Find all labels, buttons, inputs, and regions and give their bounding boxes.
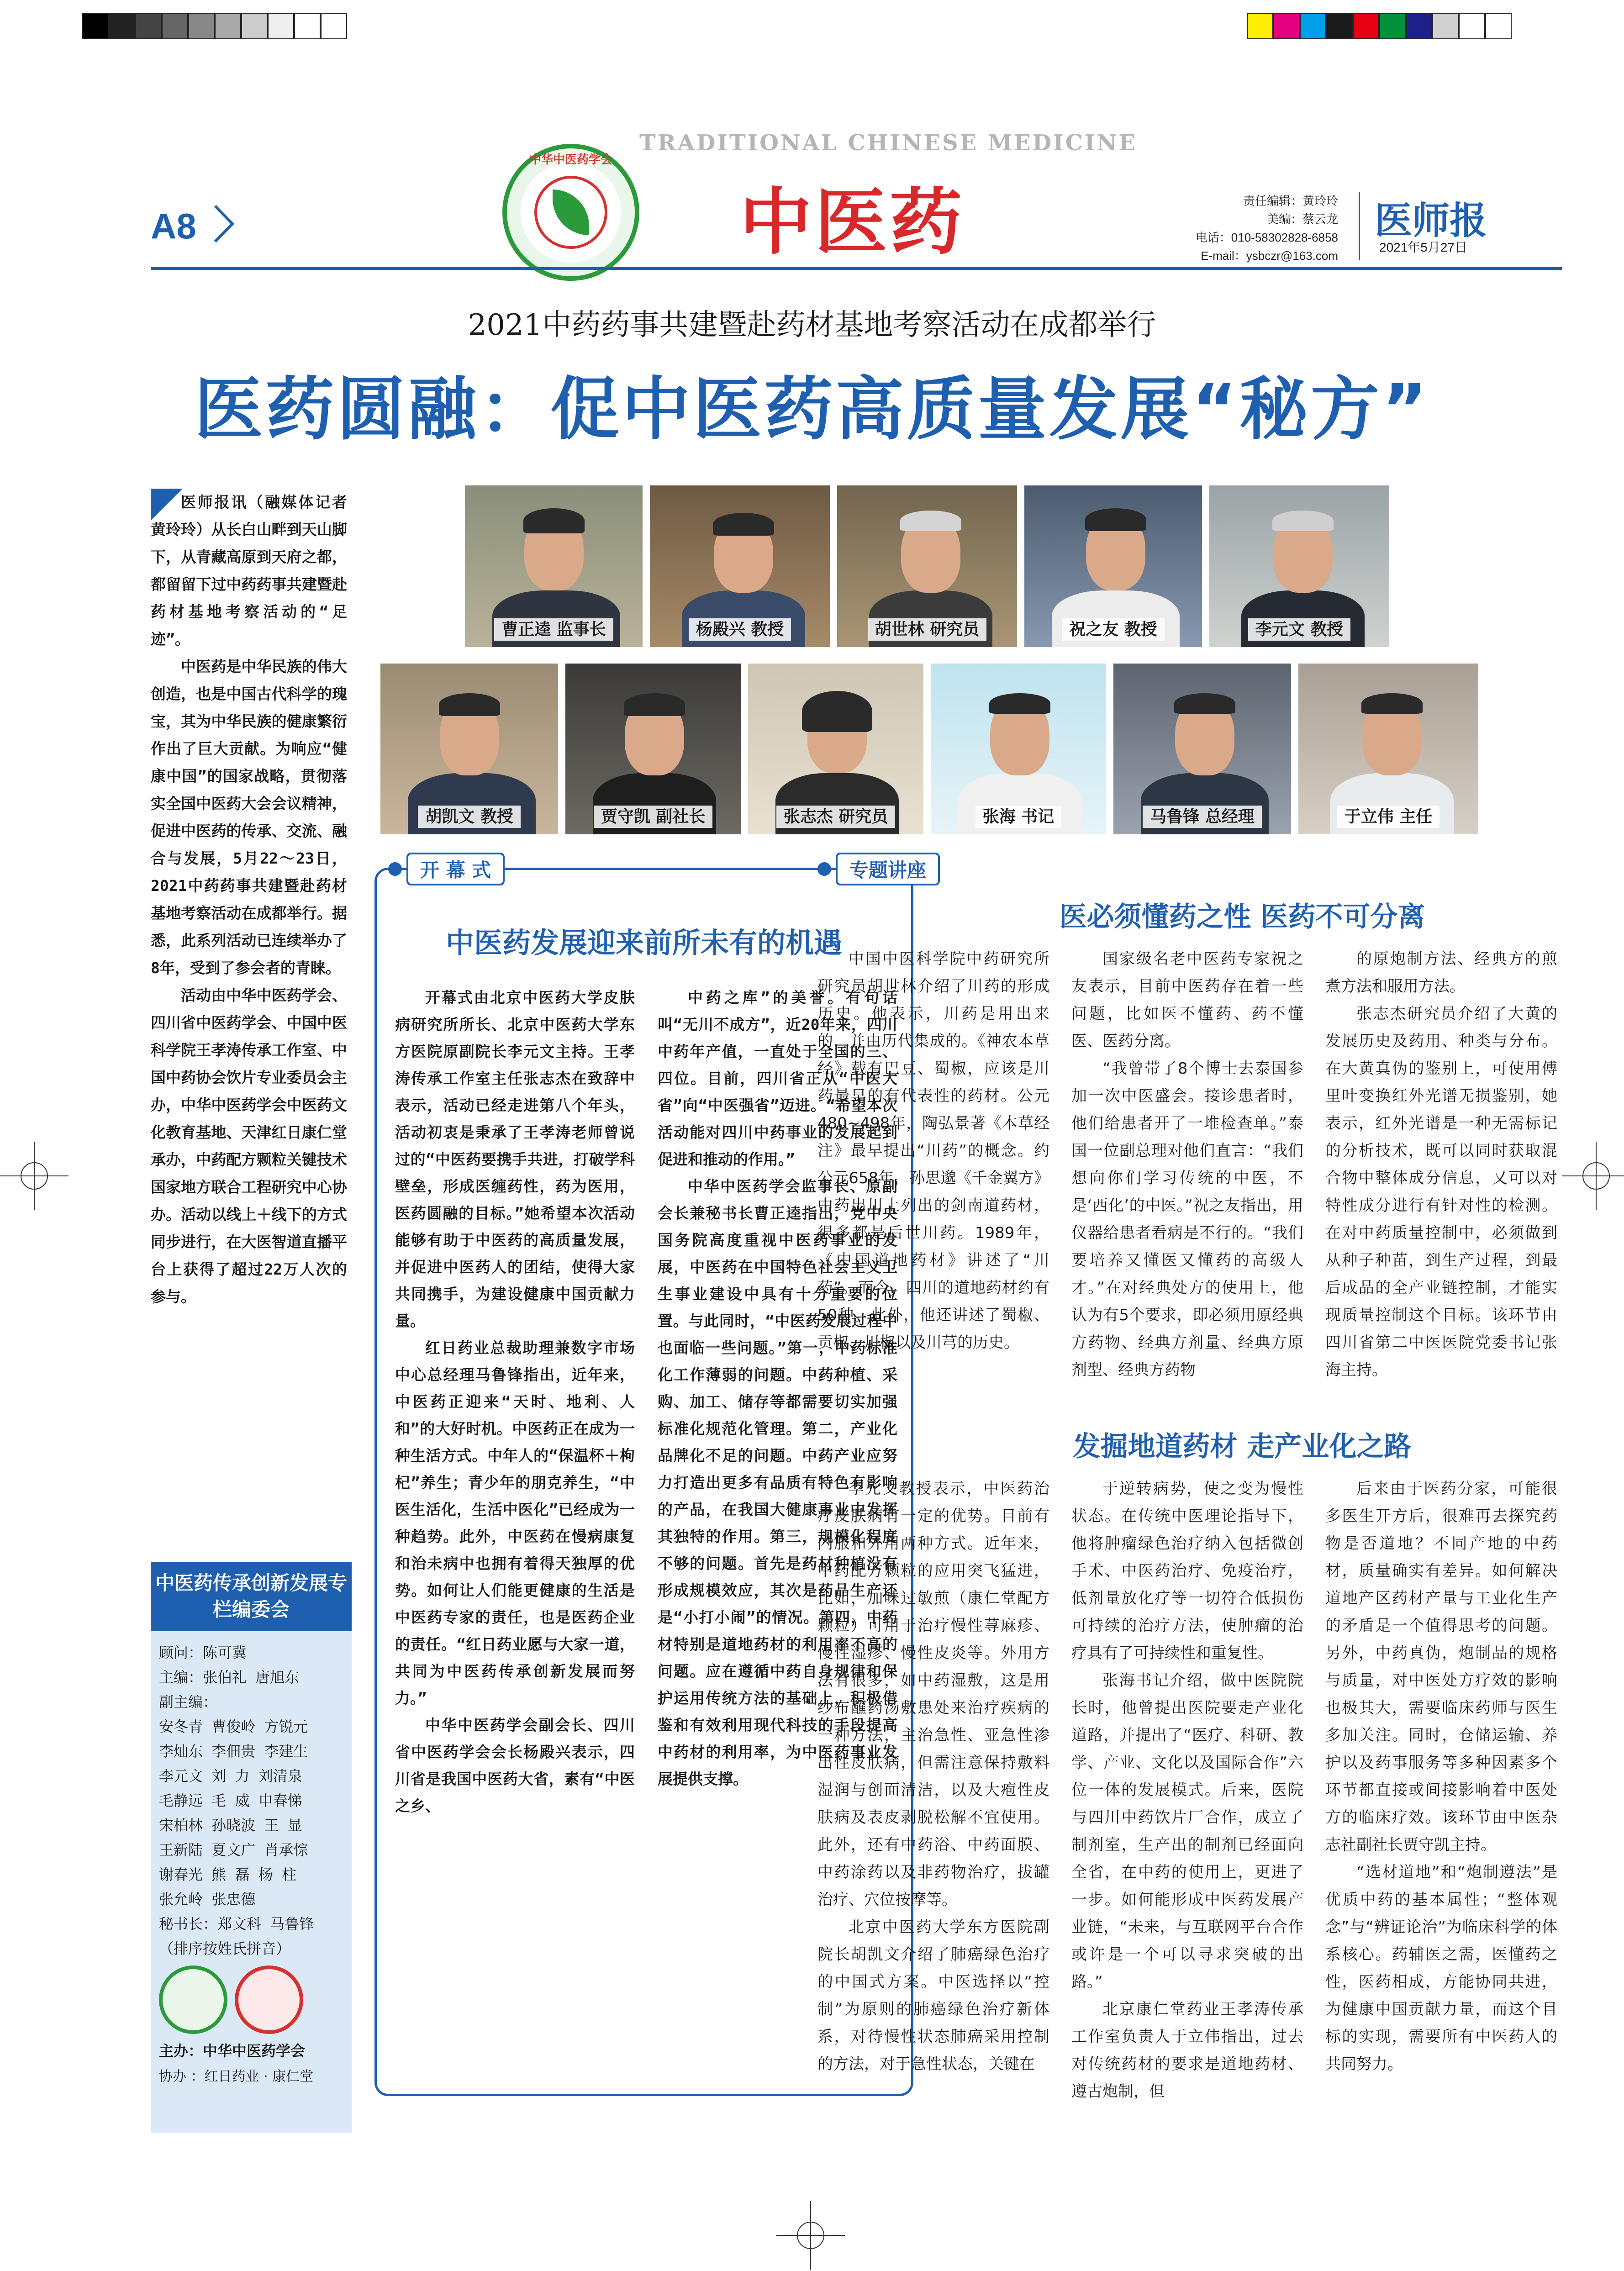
opening-paragraph: 中华中医药学会监事长、原副会长兼秘书长曹正逵指出，党中央国务院高度重视中医药事业的发展，中医药在中国特色社会主义卫生事业建设中具有十分重要的位置。与此同时，“中医药发展过程中也面临一些问题。”第一，中药标准化工作薄弱的问题。中药种植、采购、加工、储存等都需要切实加强标准化规范化管理。第二，产业化品牌化不足的问题。中药产业应努力打造出更多有品质有特色有影响的产品，在我国大健康事业中发挥其独特的作用。第三，规模化程度不够的问题。首先是药材种植没有形成规模效应，其次是药品生产还是“小打小闹”的情况。第四，中药材特别是道地药材的利用率不高的问题。应在遵循中药自身规律和保护运用传统方法的基础上，积极借鉴和有效利用现代科技的手段提高中药材的利用率，为中医药事业发展提供支撑。	[658, 1177, 897, 1788]
bullet-dot-icon	[817, 862, 831, 876]
speaker-photo	[464, 484, 644, 648]
crop-mark-right	[1562, 1142, 1624, 1210]
speaker-caption: 贾守凯 副社长	[594, 806, 713, 828]
lecture-paragraph: 的原炮制方法、经典方的煎煮方法和服用方法。	[1325, 950, 1557, 996]
lecture-title: 医必须懂药之性 医药不可分离	[1059, 901, 1425, 933]
speaker-photo	[836, 484, 1018, 648]
committee-advisor: 顾问：陈可冀	[159, 1644, 247, 1661]
art-editor-name: 美编：蔡云龙	[1266, 212, 1338, 226]
industry-paragraph: 后来由于医药分家，可能很多医生开方后，很难再去探究药物是否道地？不同产地的中药材，质量确实有差异。如何解决道地产区药材产量与工业化生产的矛盾是一个值得思考的问题。另外，中药真伪，炮制品的规格与质量，对中医处方疗效的影响也极其大，需要临床药师与医生多加关注。同时，仓储运输、养护以及药事服务等多种因素多个环节都直接或间接影响着中医处方的临床疗效。该环节由中医杂志社副社长贾守凯主持。	[1325, 1480, 1557, 1854]
committee-deputy-row: 王新陆 夏文广 肖承悰	[159, 1841, 308, 1859]
association-logo	[502, 144, 639, 281]
lecture-label	[817, 854, 940, 884]
industry-paragraph: “选材道地”和“炮制遵法”是优质中药的基本属性；“整体观念”与“辨证论治”为临床科学的体系核心。药辅医之需，医懂药之性，医药相成，方能协同共进，为健康中国贡献力量，而这个目标的实现，需要所有中医药人的共同努力。	[1325, 1863, 1557, 2073]
phone: 电话：010-58302828-6858	[1195, 231, 1338, 244]
speaker-caption: 于立伟 主任	[1337, 806, 1440, 828]
speaker-caption: 杨殿兴 教授	[689, 618, 791, 641]
committee-deputy-row: 李元文 刘 力 刘清泉	[159, 1767, 302, 1785]
lecture-paragraph: 张志杰研究员介绍了大黄的发展历史及药用、种类与分布。在大黄真伪的鉴别上，可使用傅里叶变换红外光谱无损鉴别，她表示，红外光谱是一种无需标记的分析技术，既可以同时获取混合物中整体成分信息，又可以对特性成分进行有针对性的检测。在对中药质量控制中，必须做到从种子种苗，到生产过程，到最后成品的全产业链控制，才能实现质量控制这个目标。该环节由四川省第二中医医院党委书记张海主持。	[1325, 1005, 1557, 1379]
industry-column-1	[817, 1475, 1049, 2114]
committee-host: 主办：中华中医药学会	[159, 2042, 306, 2060]
english-section-title: TRADITIONAL CHINESE MEDICINE	[639, 130, 1137, 156]
speaker-photo	[1023, 484, 1203, 648]
industry-columns	[817, 1475, 1557, 2114]
opening-paragraph: 中药之库”的美誉。有句话叫“无川不成方”，近20年来，四川中药年产值，一直处于全国的三、四位。目前，四川省正从“中医大省”向“中医强省”迈进。“希望本次活动能对四川中药事业的发展起到促进和推动的作用。”	[658, 989, 897, 1168]
lecture-paragraph: 国家级名老中医药专家祝之友表示，目前中医药存在着一些问题，比如医不懂药、药不懂医、医药分离。	[1071, 950, 1303, 1050]
committee-deputy-row: 谢春光 熊 磊 杨 柱	[159, 1866, 297, 1883]
registration-bar-gray	[82, 13, 347, 39]
speaker-photo	[929, 662, 1107, 836]
committee-deputy-row: 宋柏林 孙晓波 王 显	[159, 1817, 302, 1834]
opening-label	[388, 854, 505, 884]
article-headline: 医药圆融：促中医药高质量发展“秘方”	[194, 370, 1430, 449]
opening-paragraph: 红日药业总裁助理兼数字市场中心总经理马鲁锋指出，近年来，中医药正迎来“天时、地利、人和”的大好时机。中医药正在成为一种生活方式。中年人的“保温杯＋枸杞”养生；青少年的朋克养生，“中医生活化，生活中医化”已经成为一种趋势。此外，中医药在慢病康复和治未病中也拥有着得天独厚的优势。如何让人们能更健康的生活是中医药专家的责任，也是医药企业的责任。“红日药业愿与大家一道，共同为中医药传承创新发展而努力。”	[395, 1339, 635, 1707]
speaker-caption: 祝之友 教授	[1062, 618, 1165, 641]
lecture-column-1	[817, 945, 1049, 1411]
editorial-committee-box	[151, 1562, 352, 2133]
committee-chief-editors: 主编：张伯礼 唐旭东	[159, 1669, 300, 1686]
industry-paragraph: 李元文教授表示，中医药治疗皮肤病有一定的优势。目前有内服和外用两种方式。近年来，中药配方颗粒的应用突飞猛进，比如，加味过敏煎（康仁堂配方颗粒）可用于治疗慢性荨麻疹、慢性湿疹、慢性皮炎等。外用方法有很多，如中药湿敷，这是用纱布蘸药汤敷患处来治疗疾病的一种方法，主治急性、亚急性渗出性皮肤病，但需注意保持敷料湿润与创面清洁，以及大疱性皮肤病及表皮剥脱松解不宜使用。此外，还有中药浴、中药面膜、中药涂药以及非药物治疗，拔罐治疗、穴位按摩等。	[817, 1480, 1049, 1909]
speaker-caption: 胡世林 研究员	[868, 618, 987, 641]
speaker-photo	[747, 662, 925, 836]
industry-paragraph: 北京康仁堂药业王孝涛传承工作室负责人于立伟指出，过去对传统药材的要求是道地药材、遵古炮制，但	[1071, 2000, 1303, 2101]
industry-paragraph: 北京中医药大学东方医院副院长胡凯文介绍了肺癌绿色治疗的中国式方案。中医选择以“控制”为原则的肺癌绿色治疗新体系，对待慢性状态肺癌采用控制的方法，对于急性状态，关键在	[817, 1918, 1049, 2073]
opening-paragraph: 开幕式由北京中医药大学皮肤病研究所所长、北京中医药大学东方医院原副院长李元文主持。王孝涛传承工作室主任张志杰在致辞中表示，活动已经走进第八个年头，活动初衷是秉承了王孝涛老师曾说过的“中医药要携手共进，打破学科壁垒，形成医缠药性，药为医用，医药圆融的目标。”她希望本次活动能够有助于中医药的高质量发展，并促进中医药人的团结，使得大家共同携手，为建设健康中国贡献力量。	[395, 989, 635, 1330]
crop-mark-left	[0, 1142, 69, 1210]
committee-note: （排序按姓氏拼音）	[159, 1940, 291, 1957]
page-number: A8	[151, 206, 196, 246]
speaker-photo	[564, 662, 742, 836]
speaker-photo	[1208, 484, 1391, 648]
speaker-caption: 张海 书记	[975, 806, 1062, 828]
editor-name: 责任编辑：黄玲玲	[1243, 194, 1338, 208]
speaker-caption: 胡凯文 教授	[418, 806, 521, 828]
email: E-mail：ysbczr@163.com	[1201, 249, 1338, 263]
registration-bar-color	[1247, 13, 1512, 39]
issue-date: 2021年5月27日	[1379, 240, 1468, 254]
lead-column	[151, 489, 347, 1311]
industry-paragraph: 张海书记介绍，做中医院院长时，他曾提出医院要走产业化道路，并提出了“医疗、科研、教学、产业、文化以及国际合作”六位一体的发展模式。后来，医院与四川中药饮片厂合作，成立了制剂室，生产出的制剂已经面向全省，在中药的使用上，更进了一步。如何能形成中医药发展产业链，“未来，与互联网平台合作或许是一个可以寻求突破的出路。”	[1071, 1671, 1303, 1991]
header-divider	[1359, 192, 1360, 260]
committee-deputy-row: 安冬青 曹俊岭 方锐元	[159, 1718, 308, 1735]
chevron-right-icon	[212, 203, 235, 244]
lead-paragraph: 活动由中华中医药学会、四川省中医药学会、中国中医科学院王孝涛传承工作室、中国中药协会饮片专业委员会主办，中华中医药学会中医药文化教育基地、天津红日康仁堂承办，中药配方颗粒关键技术国家地方联合工程研究中心协办。活动以线上＋线下的方式同步进行，在大医智道直播平台上获得了超过22万人次的参与。	[151, 986, 347, 1306]
committee-deputy-row: 毛静远 毛 威 申春悌	[159, 1792, 302, 1809]
industry-column-3	[1325, 1475, 1557, 2114]
lead-paragraph: 医师报讯（融媒体记者 黄玲玲）从长白山畔到天山脚下，从青藏高原到天府之都，都留留下过中药药事共建暨赴药材基地考察活动的“足迹”。	[151, 493, 347, 648]
bullet-dot-icon	[388, 862, 402, 876]
opening-column-1	[395, 984, 635, 1819]
speaker-caption: 李元文 教授	[1248, 618, 1351, 641]
lecture-label-text: 专题讲座	[836, 853, 940, 885]
paper-name: 医师报	[1375, 199, 1487, 242]
opening-label-text: 开 幕 式	[406, 853, 505, 885]
speaker-caption: 曹正逵 监事长	[494, 618, 613, 641]
industry-title: 发掘地道药材 走产业化之路	[1073, 1431, 1412, 1463]
speaker-caption: 张志杰 研究员	[776, 806, 896, 828]
speaker-photo	[1112, 662, 1292, 836]
opening-paragraph: 中华中医药学会副会长、四川省中医药学会会长杨殿兴表示，四川省是我国中医药大省，素有“中医之乡、	[395, 1716, 635, 1815]
committee-secretary: 秘书长：郑文科 马鲁锋	[159, 1915, 314, 1933]
industry-column-2	[1071, 1475, 1303, 2114]
lecture-column-2	[1071, 945, 1303, 1411]
committee-title: 中医药传承创新发展专栏编委会	[151, 1562, 352, 1631]
editor-info	[1128, 192, 1338, 265]
logo-ring-text: 中华中医药学会	[529, 153, 612, 167]
committee-deputy-row: 李灿东 李佃贵 李建生	[159, 1743, 308, 1760]
committee-co-organizer: 协办 ：红日药业 · 康仁堂	[159, 2069, 314, 2085]
article-subtitle: 2021中药药事共建暨赴药材基地考察活动在成都举行	[468, 308, 1156, 342]
speaker-photo	[379, 662, 559, 836]
header-rule	[151, 267, 1562, 270]
speaker-photo	[1297, 662, 1480, 836]
crop-mark-bottom	[776, 2201, 845, 2270]
lead-paragraph: 中医药是中华民族的伟大创造，也是中国古代科学的瑰宝，其为中华民族的健康繁衍作出了巨大贡献。为响应“健康中国”的国家战略，贯彻落实全国中医药大会会议精神，促进中医药的传承、交流、融合与发展，5月22～23日，2021中药药事共建暨赴药材基地考察活动在成都举行。据悉，此系列活动已连续举办了8年，受到了参会者的青睐。	[151, 658, 347, 977]
section-title: 中医药	[740, 180, 965, 264]
opening-title: 中医药发展迎来前所未有的机遇	[445, 926, 842, 959]
lecture-paragraph: “我曾带了8个博士去泰国参加一次中医盛会。接诊患者时，他们给患者开了一堆检查单。”泰国一位副总理对他们直言：“我们想向你们学习传统的中医，不是‘西化’的中医。”祝之友指出，用仪器给患者看病是不行的。“我们要培养又懂医又懂药的高级人才。”在对经典处方的使用上，他认为有5个要求，即必须用原经典方药物、经典方剂量、经典方原剂型、经典方药物	[1071, 1059, 1303, 1379]
association-seal	[159, 1965, 227, 2034]
committee-deputy-row: 张允岭 张忠德	[159, 1891, 256, 1908]
partner-seal	[235, 1965, 303, 2034]
lecture-columns	[817, 945, 1557, 1411]
speaker-photo	[649, 484, 831, 648]
industry-paragraph: 于逆转病势，使之变为慢性状态。在传统中医理论指导下，他将肿瘤绿色治疗纳入包括微创手术、中医药治疗、免疫治疗，低剂量放化疗等一切符合低损伤可持续的治疗方法，使肿瘤的治疗具有了可持续性和重复性。	[1071, 1480, 1303, 1662]
committee-deputy-label: 副主编：	[159, 1693, 218, 1711]
lecture-paragraph: 中国中医科学院中药研究所研究员胡世林介绍了川药的形成历史。他表示，川药是用出来的，并由历代集成的。《神农本草经》载有巴豆、蜀椒，应该是川药最早的有代表性的药材。公元480~498年，陶弘景著《本草经注》最早提出“川药”的概念。约公元658年，孙思邈《千金翼方》中药出川土列出的剑南道药材，很多都是后世川药。1989年，《中国道地药材》讲述了“川药”。而今，四川的道地药材约有50种。此外，他还讲述了蜀椒、贡椒、川椒以及川芎的历史。	[817, 950, 1049, 1352]
speaker-caption: 马鲁锋 总经理	[1143, 806, 1262, 828]
lecture-column-3	[1325, 945, 1557, 1411]
